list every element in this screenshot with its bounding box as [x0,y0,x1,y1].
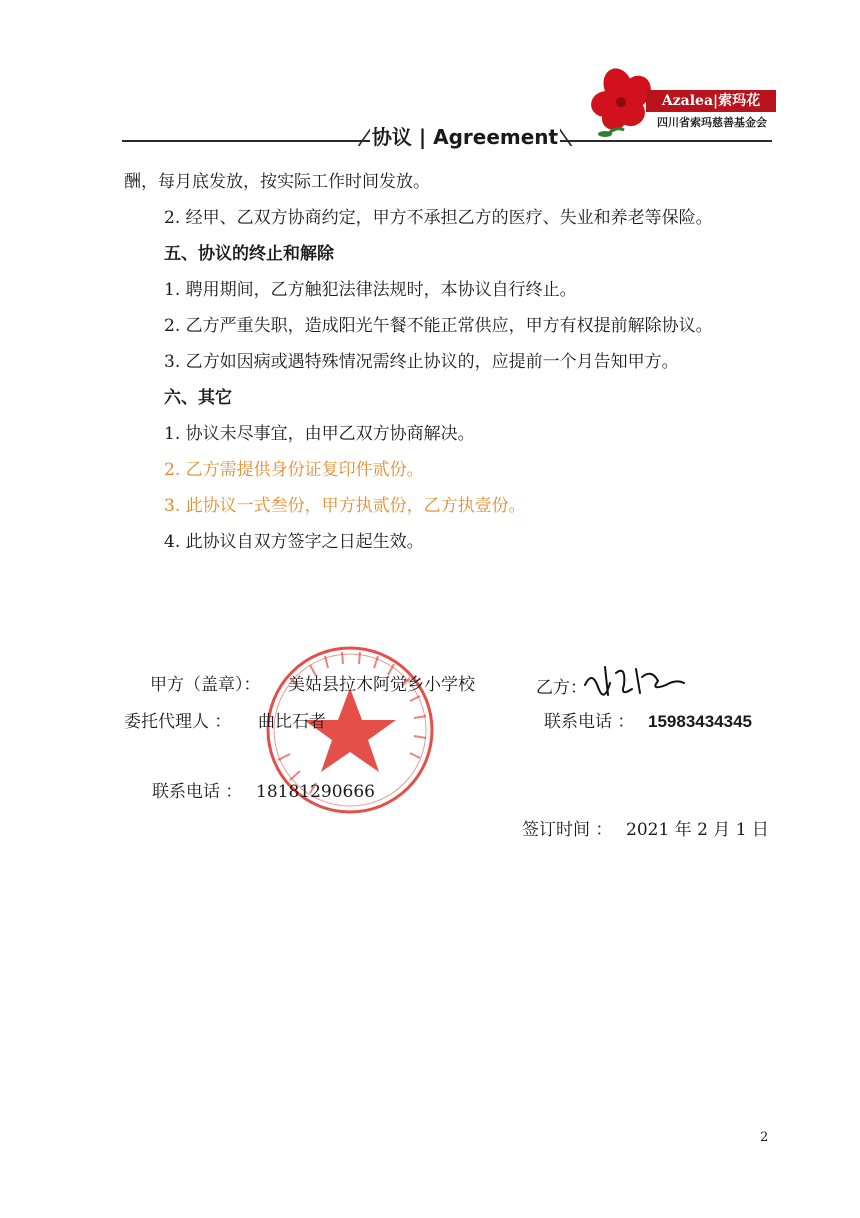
foundation-logo [588,64,780,144]
logo-name: Azalea|索玛花 [646,90,776,112]
list-item: 3. 乙方如因病或遇特殊情况需终止协议的，应提前一个月告知甲方。 [164,352,679,372]
party-a-phone-label: 联系电话 ： [152,782,243,802]
agent-name: 曲比石者 [258,712,326,732]
date-value: 2021 年 2 月 1 日 [626,820,769,840]
party-b-phone: 15983434345 [648,712,753,731]
party-a-name: 美姑县拉木阿觉乡小学校 [288,675,475,695]
page-number: 2 [760,1130,769,1145]
section-heading: 六、其它 [164,388,232,408]
section-heading: 五、协议的终止和解除 [164,244,334,264]
list-item: 2. 经甲、乙双方协商约定，甲方不承担乙方的医疗、失业和养老等保险。 [164,208,713,228]
list-item: 3. 此协议一式叁份，甲方执贰份，乙方执壹份。 [164,496,526,516]
list-item: 2. 乙方需提供身份证复印件贰份。 [164,460,424,480]
agent-label: 委托代理人 ： [124,712,232,732]
list-item: 1. 协议未尽事宜，由甲乙双方协商解决。 [164,424,475,444]
list-item: 2. 乙方严重失职，造成阳光午餐不能正常供应，甲方有权提前解除协议。 [164,316,713,336]
date-label: 签订时间 ： [522,820,613,840]
party-b-label: 乙方： [536,678,587,698]
party-b-phone-label: 联系电话 ： [544,712,635,732]
logo-org: 四川省索玛慈善基金会 [657,116,767,129]
list-item: 4. 此协议自双方签字之日起生效。 [164,532,424,552]
paragraph-line: 酬，每月底发放，按实际工作时间发放。 [124,172,430,192]
handwritten-signature [580,655,690,705]
party-a-phone: 18181290666 [256,782,375,802]
page-title: 协议 | Agreement [370,120,560,154]
party-a-label: 甲方（盖章）： [150,675,261,695]
list-item: 1. 聘用期间，乙方触犯法律法规时，本协议自行终止。 [164,280,577,300]
